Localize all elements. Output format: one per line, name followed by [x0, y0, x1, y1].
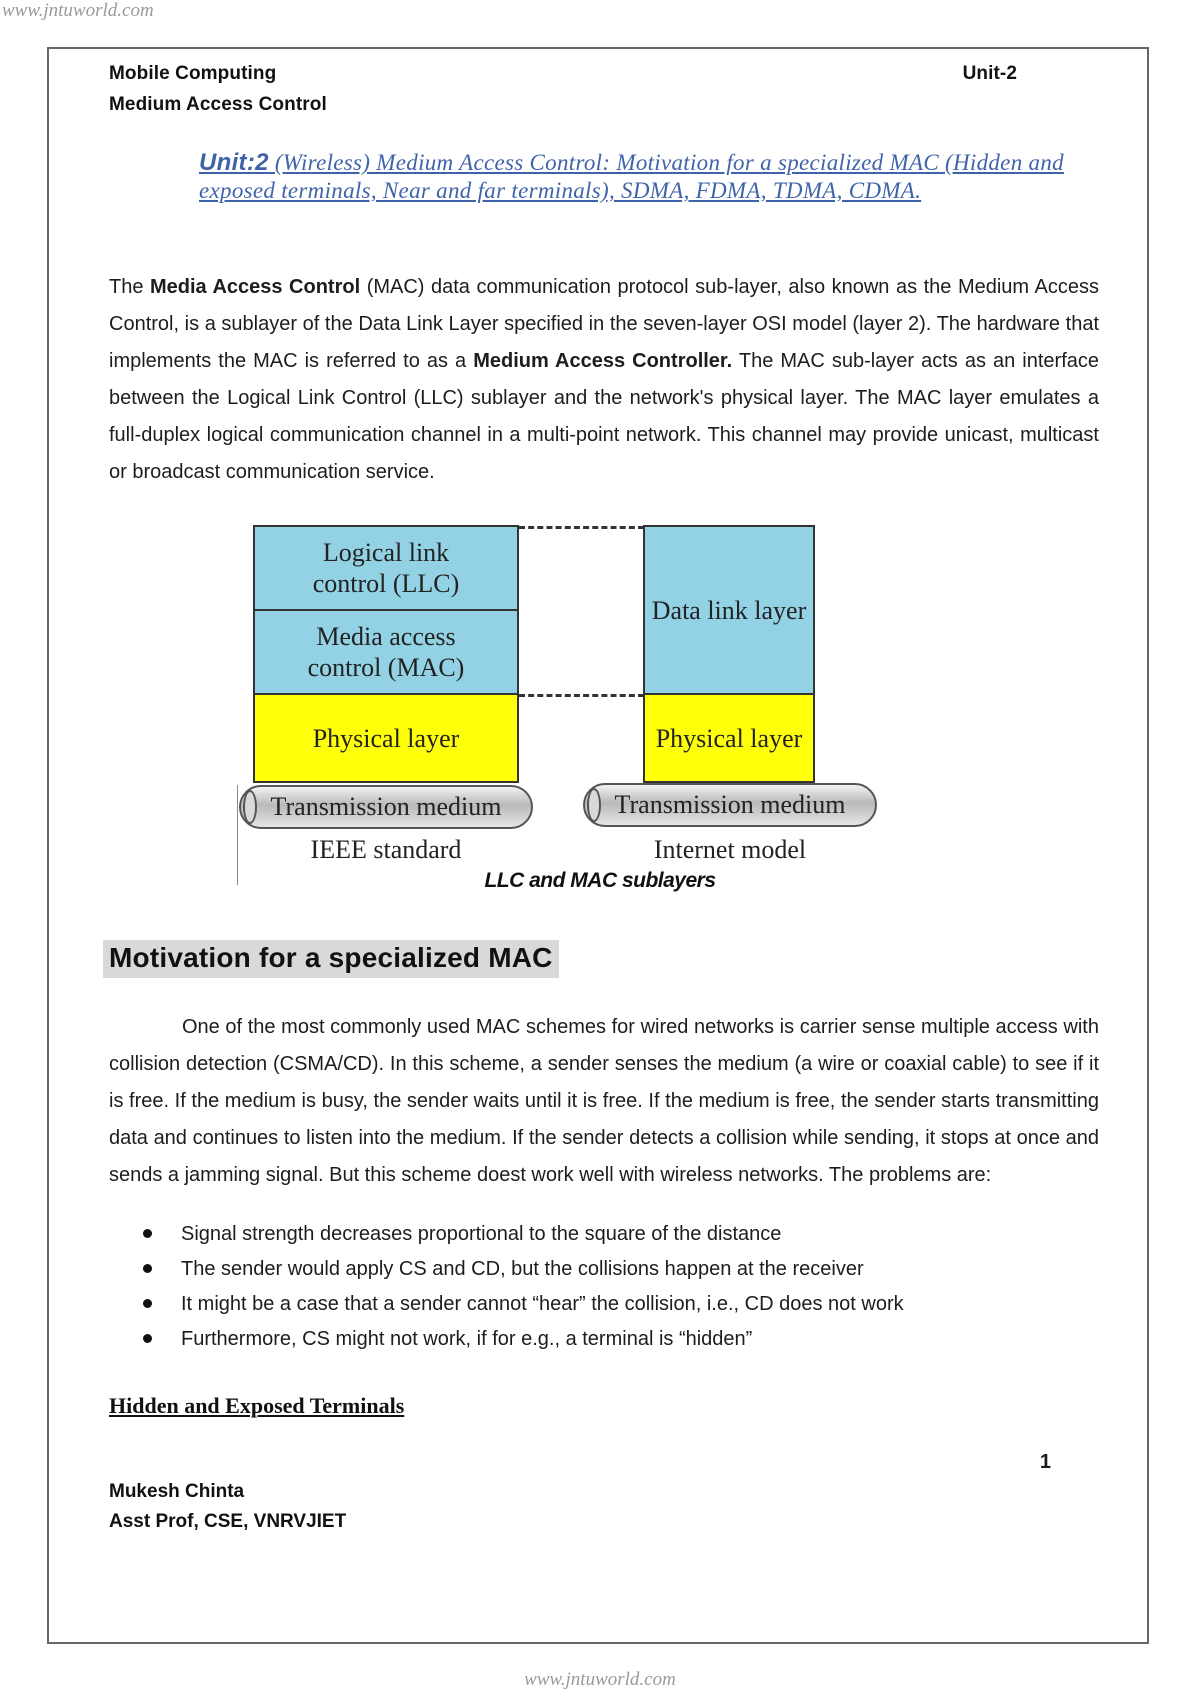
intro-paragraph: The Media Access Control (MAC) data communication protocol sub-layer, also known as the Medium Access Control, is a sublayer of the Data Link Layer specified in the seven-layer OSI model (layer 2). The hardware that implements the MAC is referred to as a Medium Access Controller. The MAC sub-layer acts as an interface between the Logical Link Control (LLC) sublayer and the network's physical layer. The MAC layer emulates a full-duplex logical communication channel in a multi-point network. This channel may provide unicast, multicast or broadcast communication service.: [109, 276, 1099, 483]
list-item: It might be a case that a sender cannot “hear” the collision, i.e., CD does not work: [109, 1287, 1099, 1322]
ieee-physical-layer-box: Physical layer: [253, 693, 519, 783]
syllabus-link[interactable]: [199, 149, 1099, 205]
bullet-icon: [143, 1334, 152, 1343]
cylinder-cap-icon: [243, 790, 257, 824]
header-unit: Unit-2: [962, 63, 1017, 84]
internet-model-label: Internet model: [653, 835, 807, 864]
dashed-connector-top: [519, 526, 644, 529]
watermark-bottom: www.jntuworld.com: [524, 1669, 676, 1690]
footer-affiliation: Asst Prof, CSE, VNRVJIET: [109, 1511, 347, 1532]
dashed-connector-bottom: [519, 694, 644, 697]
mac-box: Media access control (MAC): [253, 609, 519, 695]
cylinder-cap-icon: [587, 788, 601, 822]
list-item: Signal strength decreases proportional to the square of the distance: [109, 1217, 1099, 1252]
csma-paragraph: One of the most commonly used MAC schemes for wired networks is carrier sense multiple access with collision detection (CSMA/CD). In this scheme, a sender senses the medium (a wire or coaxial cable) to see if it is free. If the medium is busy, the sender waits until it is free. If the medium is free, the sender starts transmitting data and continues to listen into the medium. If the sender detects a collision while sending, it stops at once and sends a jamming signal. But this scheme doest work well with wireless networks. The problems are:: [109, 1016, 1099, 1186]
internet-transmission-medium: Transmission medium: [583, 783, 877, 827]
page-number: 1: [1039, 1451, 1051, 1473]
watermark-top: www.jntuworld.com: [2, 0, 154, 21]
syllabus-unit-label: Unit:2: [199, 149, 269, 176]
header-course: Mobile Computing: [109, 63, 277, 84]
internet-physical-layer-box: Physical layer: [643, 693, 815, 783]
list-item: The sender would apply CS and CD, but the collisions happen at the receiver: [109, 1252, 1099, 1287]
bullet-icon: [143, 1264, 152, 1273]
ieee-transmission-medium: Transmission medium: [239, 785, 533, 829]
syllabus-text: (Wireless) Medium Access Control: Motivation for a specialized MAC (Hidden and exposed terminals, Near and far terminals), SDMA, FDMA, TDMA, CDMA.: [199, 150, 1064, 203]
problems-list: [109, 1217, 1099, 1357]
hidden-exposed-heading: Hidden and Exposed Terminals: [109, 1393, 405, 1418]
header-topic: Medium Access Control: [109, 94, 327, 115]
figure-caption: LLC and MAC sublayers: [484, 869, 716, 892]
list-item: Furthermore, CS might not work, if for e.g., a terminal is “hidden”: [109, 1322, 1099, 1357]
section-heading-motivation: Motivation for a specialized MAC: [103, 940, 559, 978]
document-page: [47, 47, 1149, 1644]
llc-box: Logical link control (LLC): [253, 525, 519, 611]
ieee-standard-label: IEEE standard: [310, 835, 462, 864]
footer-author: Mukesh Chinta: [109, 1481, 245, 1502]
term-medium-access-controller: Medium Access Controller.: [473, 350, 733, 372]
term-media-access-control: Media Access Control: [150, 276, 361, 298]
bullet-icon: [143, 1299, 152, 1308]
bullet-icon: [143, 1229, 152, 1238]
data-link-layer-box: Data link layer: [643, 525, 815, 695]
